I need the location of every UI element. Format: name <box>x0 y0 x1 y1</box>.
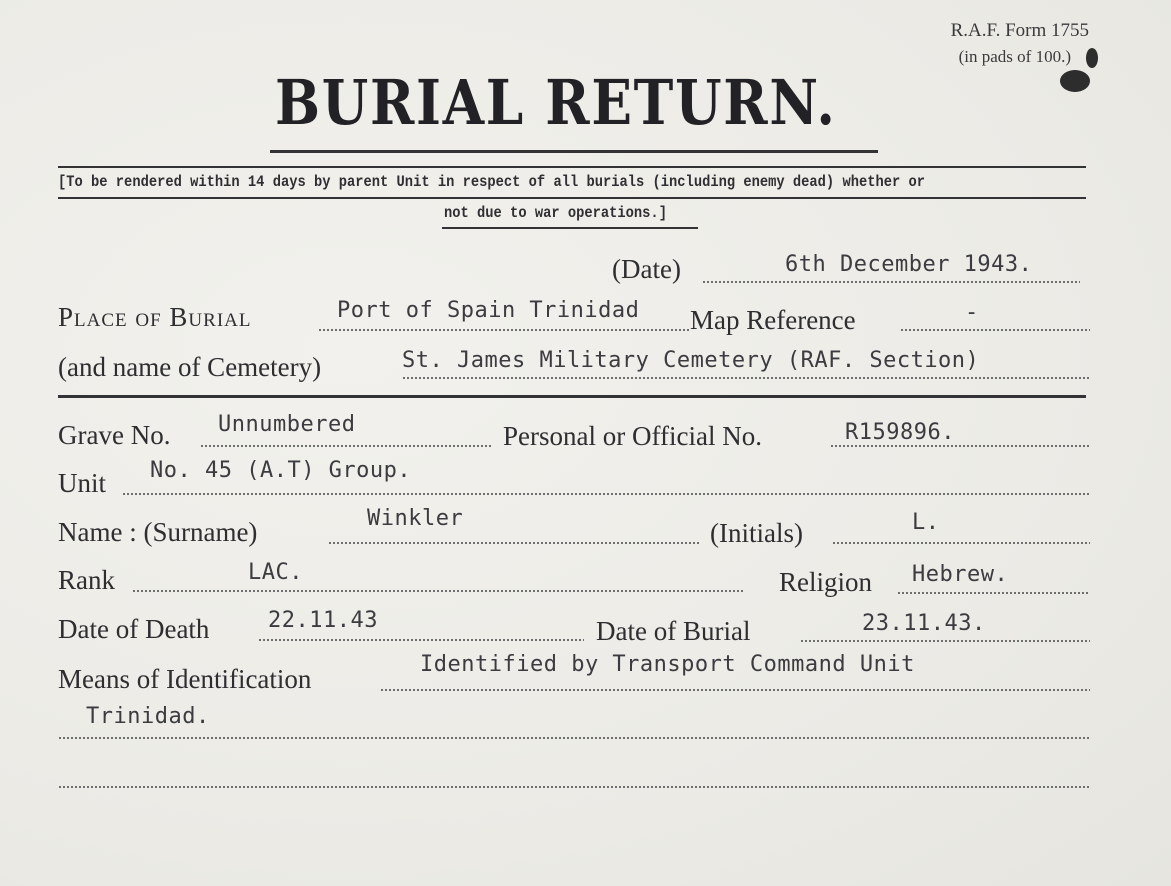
rank-value: LAC. <box>248 560 303 585</box>
section-divider <box>58 395 1086 398</box>
surname-value: Winkler <box>367 506 464 531</box>
personal-no-value: R159896. <box>845 420 955 445</box>
date-value: 6th December 1943. <box>785 252 1033 277</box>
identification-dotted-line-2 <box>58 737 1090 739</box>
date-of-burial-dotted-line <box>800 640 1090 642</box>
initials-value: L. <box>912 510 940 535</box>
cemetery-dotted-line <box>402 377 1090 379</box>
identification-value-line-1: Identified by Transport Command Unit <box>420 652 915 677</box>
personal-no-dotted-line <box>830 445 1090 447</box>
personal-no-label: Personal or Official No. <box>503 421 762 451</box>
date-of-death-value: 22.11.43 <box>268 608 378 633</box>
religion-dotted-line <box>897 592 1090 594</box>
cemetery-value: St. James Military Cemetery (RAF. Section) <box>402 348 980 373</box>
initials-dotted-line <box>832 542 1090 544</box>
map-reference-label: Map Reference <box>690 305 856 335</box>
page-title: BURIAL RETURN. <box>275 66 837 139</box>
title-underline <box>270 150 878 153</box>
ink-stain <box>1086 48 1098 68</box>
rank-dotted-line <box>132 590 744 592</box>
initials-label: (Initials) <box>710 518 803 548</box>
date-of-burial-value: 23.11.43. <box>862 611 986 636</box>
instructions-top-rule <box>58 166 1086 168</box>
unit-value: No. 45 (A.T) Group. <box>150 458 412 483</box>
rank-label: Rank <box>58 565 115 595</box>
date-of-burial-label: Date of Burial <box>596 616 751 646</box>
instructions-line-1: [To be rendered within 14 days by parent Unit in respect of all burials (including enemy dead) whether or <box>58 173 926 191</box>
instructions-bottom-rule <box>442 227 698 229</box>
date-of-death-dotted-line <box>258 639 584 641</box>
map-reference-value: - <box>965 300 979 325</box>
form-number: R.A.F. Form 1755 <box>950 20 1089 41</box>
identification-value-line-2: Trinidad. <box>86 704 210 729</box>
instructions-mid-rule <box>58 197 1086 199</box>
date-label: (Date) <box>612 254 681 284</box>
place-of-burial-label: Place of Burial <box>58 302 252 332</box>
religion-value: Hebrew. <box>912 562 1009 587</box>
surname-dotted-line <box>328 542 700 544</box>
ink-stain <box>1060 70 1090 92</box>
identification-label: Means of Identification <box>58 664 312 694</box>
religion-label: Religion <box>779 567 872 597</box>
unit-label: Unit <box>58 468 107 498</box>
cemetery-label: (and name of Cemetery) <box>58 352 322 382</box>
instructions-line-2: not due to war operations.] <box>444 204 667 222</box>
grave-no-value: Unnumbered <box>218 412 356 437</box>
grave-no-dotted-line <box>200 445 492 447</box>
pad-note: (in pads of 100.) <box>958 47 1071 66</box>
identification-dotted-line-3 <box>58 786 1090 788</box>
place-dotted-line <box>318 329 690 331</box>
unit-dotted-line <box>122 493 1090 495</box>
map-reference-dotted-line <box>900 329 1090 331</box>
place-of-burial-value: Port of Spain Trinidad <box>337 298 640 323</box>
surname-label: Name : (Surname) <box>58 517 258 547</box>
date-of-death-label: Date of Death <box>58 614 210 644</box>
date-dotted-line <box>702 281 1080 283</box>
identification-dotted-line-1 <box>380 689 1090 691</box>
grave-no-label: Grave No. <box>58 420 171 450</box>
